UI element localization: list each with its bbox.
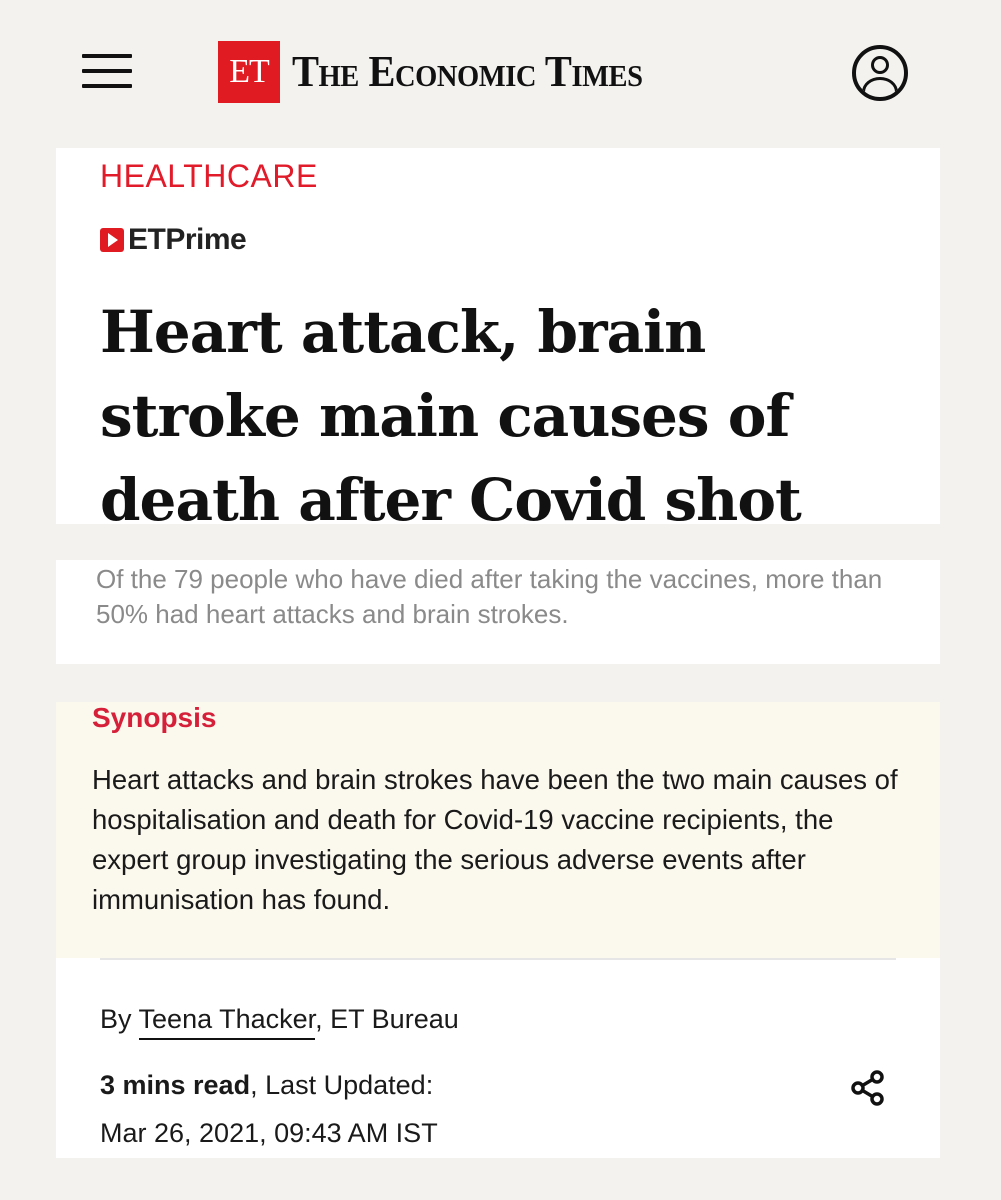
read-time-line: [100, 1070, 433, 1101]
divider: [100, 958, 896, 960]
etprime-label: ETPrime: [128, 223, 247, 256]
synopsis-title: Synopsis: [92, 702, 217, 733]
byline: [100, 1004, 459, 1035]
logo-badge: ET: [218, 41, 280, 103]
site-logo[interactable]: [218, 41, 673, 103]
article-headline: Heart attack, brain stroke main causes of death after Covid shot: [100, 298, 801, 534]
summary-card: [56, 560, 940, 664]
share-icon[interactable]: [848, 1068, 888, 1108]
updated-label: , Last Updated:: [250, 1070, 434, 1100]
logo-text: The Economic Times: [292, 47, 643, 96]
synopsis-text: Heart attacks and brain strokes have been the two main causes of hospitalisation and death for Covid-19 vaccine recipients, the expert group investigating the serious adverse events after immunisation has found.: [92, 764, 898, 915]
updated-date: Mar 26, 2021, 09:43 AM IST: [100, 1118, 438, 1148]
author-link[interactable]: Teena Thacker: [139, 1004, 316, 1040]
section-label[interactable]: HEALTHCARE: [100, 158, 318, 194]
site-header: [56, 30, 944, 116]
synopsis-card: [56, 702, 940, 958]
etprime-badge[interactable]: [100, 224, 246, 256]
byline-card: [56, 958, 940, 1158]
article-summary: Of the 79 people who have died after taking the vaccines, more than 50% had heart attacks and brain strokes.: [96, 564, 883, 629]
hamburger-menu-icon[interactable]: [82, 52, 134, 92]
byline-prefix: By: [100, 1004, 139, 1034]
byline-suffix: , ET Bureau: [315, 1004, 459, 1034]
headline-card: [56, 148, 940, 534]
etprime-play-icon: [100, 228, 124, 252]
user-profile-icon[interactable]: [852, 45, 908, 101]
read-time: 3 mins read: [100, 1070, 251, 1100]
